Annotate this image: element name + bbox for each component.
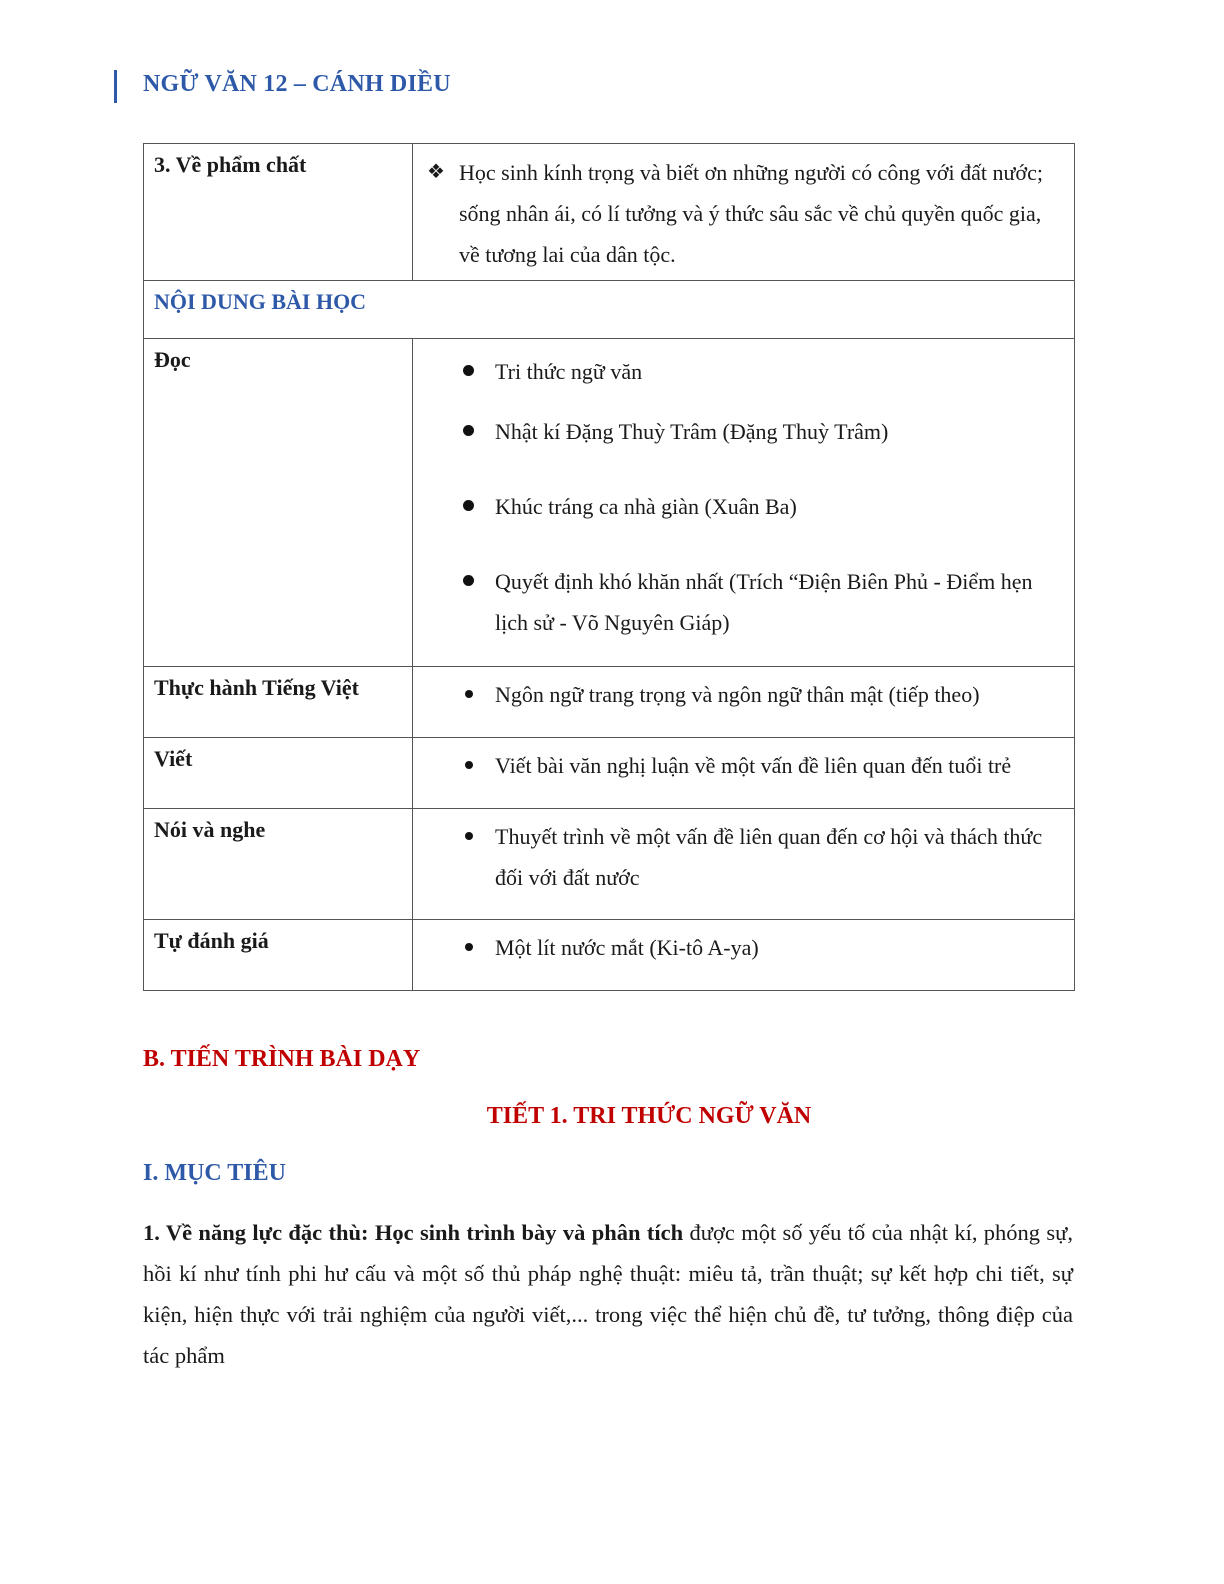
table-row-noi-nghe	[144, 809, 1075, 920]
diamond-bullet-icon: ❖	[427, 161, 445, 183]
table-row-pham-chat	[144, 144, 1075, 281]
table-row-tu-danh-gia	[144, 920, 1075, 991]
competency-text: được một số yếu tố của nhật kí, phóng sự, hồi kí như tính phi hư cấu và một số thủ pháp nghệ thuật: miêu tả, trần thuật; sự kết hợp chi tiết, sự kiện, hiện thực với trải nghiệm của người viết,... trong việc thể hiện chủ đề, tư tưởng, thông điệp của tác phẩm	[143, 1220, 1073, 1368]
tu-danh-gia-item: Một lít nước mắt (Ki-tô A-ya)	[495, 935, 759, 960]
competency-lead: 1. Về năng lực đặc thù: Học sinh trình bày và phân tích	[143, 1220, 684, 1245]
pham-chat-text: Học sinh kính trọng và biết ơn những người có công với đất nước; sống nhân ái, có lí tưởng và ý thức sâu sắc về chủ quyền quốc gia, về tương lai của dân tộc.	[459, 160, 1043, 267]
thuc-hanh-item: Ngôn ngữ trang trọng và ngôn ngữ thân mật (tiếp theo)	[495, 682, 980, 707]
objectives-heading: I. MỤC TIÊU	[143, 1160, 286, 1186]
row-label-viet: Viết	[144, 738, 413, 809]
lesson-plan-table	[143, 143, 1075, 991]
row-label-tu-danh-gia: Tự đánh giá	[144, 920, 413, 991]
lesson-title: TIẾT 1. TRI THỨC NGỮ VĂN	[486, 1103, 812, 1129]
pham-chat-item	[413, 144, 1064, 279]
row-label-noi-nghe: Nói và nghe	[144, 809, 413, 920]
noi-nghe-item: Thuyết trình về một vấn đề liên quan đến cơ hội và thách thức đối với đất nước	[495, 824, 1043, 890]
row-label-thuc-hanh: Thực hành Tiếng Việt	[144, 667, 413, 738]
header-accent-bar	[114, 70, 117, 103]
row-label-pham-chat: 3. Về phẩm chất	[144, 144, 413, 281]
table-row-doc	[144, 339, 1075, 667]
competency-paragraph	[143, 1212, 1073, 1376]
doc-item: Nhật kí Đặng Thuỳ Trâm (Đặng Thuỳ Trâm)	[495, 419, 889, 444]
section-b-heading: B. TIẾN TRÌNH BÀI DẠY	[143, 1046, 421, 1072]
section-title-noi-dung: NỘI DUNG BÀI HỌC	[144, 281, 1075, 339]
doc-item: Khúc tráng ca nhà giàn (Xuân Ba)	[495, 494, 797, 519]
page-header-title: NGỮ VĂN 12 – CÁNH DIỀU	[143, 71, 451, 97]
table-row-viet	[144, 738, 1075, 809]
viet-item: Viết bài văn nghị luận về một vấn đề liên quan đến tuổi trẻ	[495, 753, 1012, 778]
row-label-doc: Đọc	[144, 339, 413, 667]
table-row-section	[144, 281, 1075, 339]
table-row-thuc-hanh	[144, 667, 1075, 738]
doc-item: Quyết định khó khăn nhất (Trích “Điện Biên Phủ - Điểm hẹn lịch sử - Võ Nguyên Giáp)	[495, 569, 1033, 635]
doc-item: Tri thức ngữ văn	[495, 359, 643, 384]
